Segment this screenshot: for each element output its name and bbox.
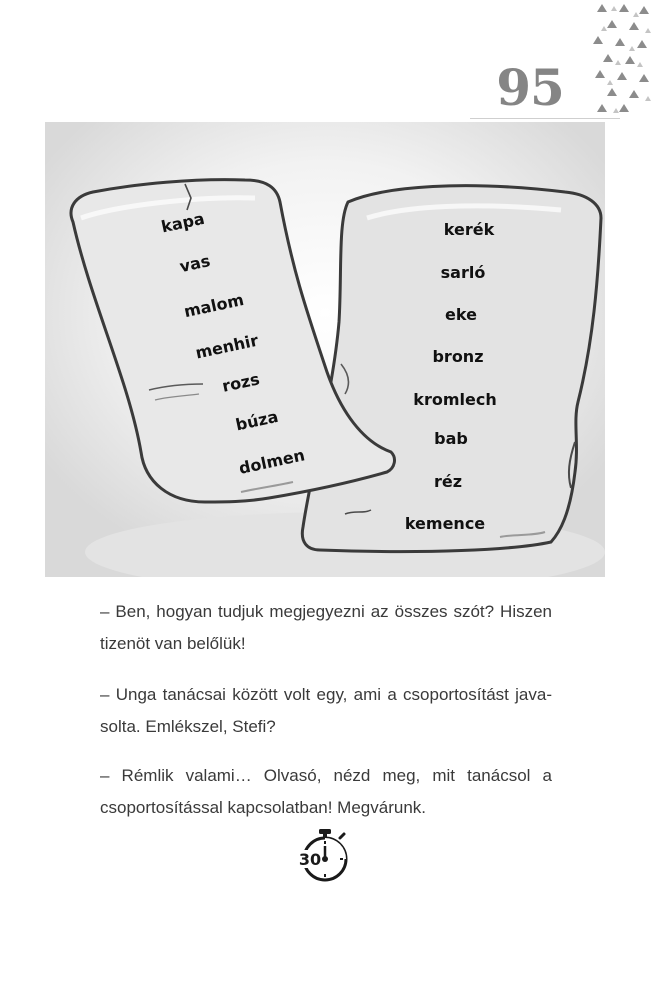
right-tablet-word: kemence xyxy=(404,514,486,533)
stopwatch-icon xyxy=(296,826,354,884)
right-tablet-word: sarló xyxy=(440,263,486,282)
left-tablet-word: búza xyxy=(233,406,280,435)
left-tablet-word: vas xyxy=(177,251,212,277)
right-tablet-word: bronz xyxy=(432,347,484,366)
left-tablet-word: malom xyxy=(182,290,246,322)
left-tablet-word: dolmen xyxy=(237,445,307,478)
timer-value: 30 xyxy=(298,850,322,869)
left-tablet-word: rozs xyxy=(220,369,262,396)
right-tablet-word: kerék xyxy=(443,220,495,239)
left-tablet-word: menhir xyxy=(193,330,260,363)
right-tablet-word: kromlech xyxy=(413,390,497,409)
right-stone-tablet xyxy=(302,186,601,552)
right-tablet-word: bab xyxy=(434,429,468,448)
triangle-pattern-decoration xyxy=(590,0,654,118)
dialogue-paragraph: – Ben, hogyan tudjuk megjegyezni az összes szót? Hiszen tizenöt van belőlük! xyxy=(100,602,552,653)
page-number: 95 xyxy=(496,58,564,117)
stone-tablets-illustration xyxy=(45,122,605,577)
header-divider xyxy=(470,118,620,119)
right-tablet-word: eke xyxy=(445,305,477,324)
left-tablet-word: kapa xyxy=(159,208,207,237)
dialogue-paragraph: – Unga tanácsai között volt egy, ami a csoportosítást javasolta. Emlékszel, Stefi? xyxy=(100,685,552,736)
right-tablet-word: réz xyxy=(433,472,463,491)
dialogue-paragraph: – Rémlik valami… Olvasó, nézd meg, mit tanácsol a csoportosítással kapcsolatban! Megvárunk. xyxy=(100,766,552,817)
